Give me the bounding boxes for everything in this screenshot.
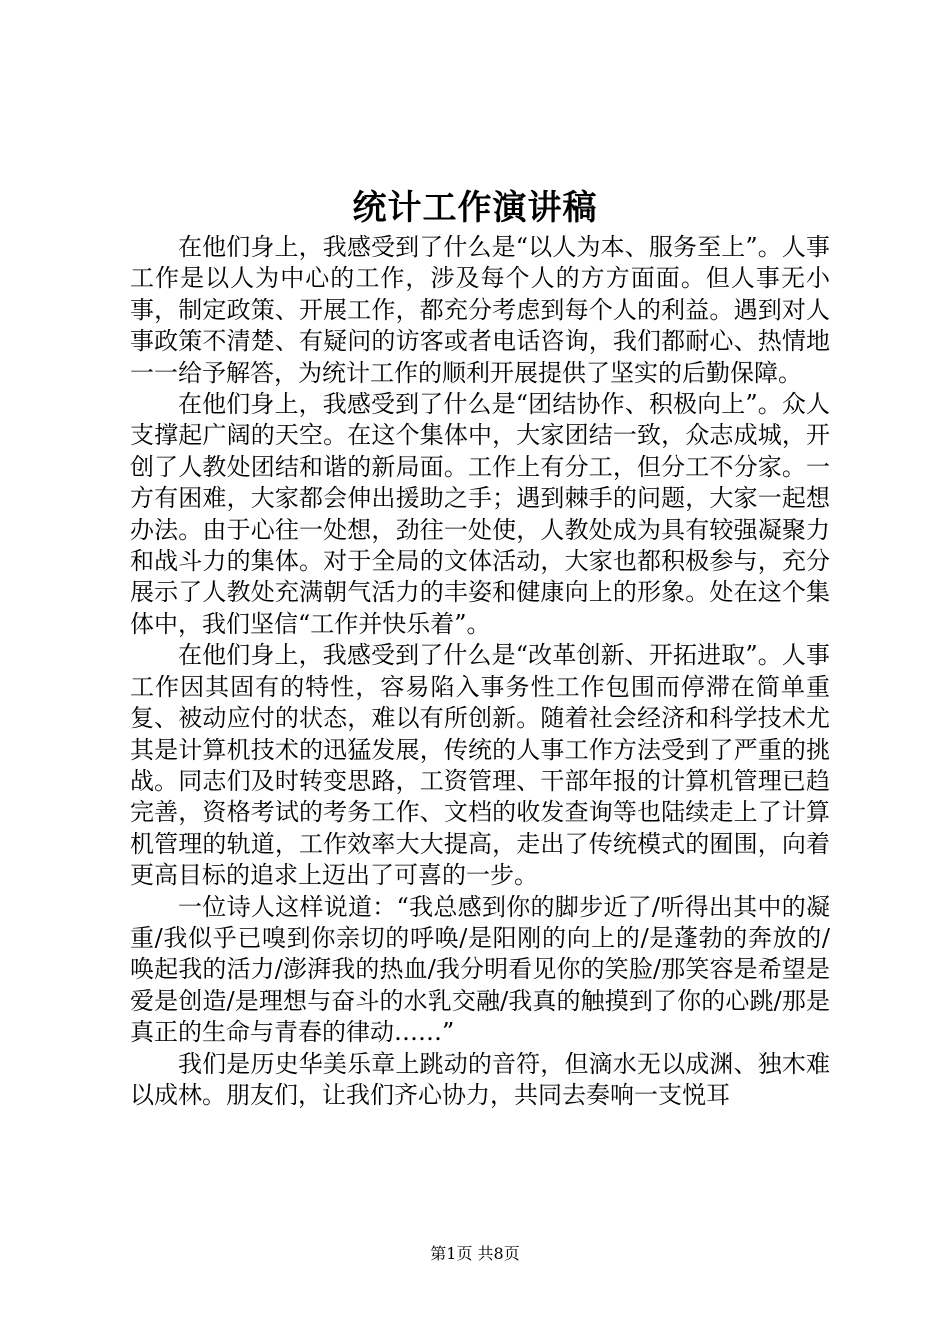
page-number-footer: 第1页 共8页 bbox=[430, 1244, 520, 1263]
paragraph-3: 在他们身上，我感受到了什么是“改革创新、开拓进取”。人事工作因其固有的特性，容易陷入事务性工作包围而停滞在简单重复、被动应付的状态，难以有所创新。随着社会经济和科学技术尤其是计算机技术的迅猛发展，传统的人事工作方法受到了严重的挑战。同志们及时转变思路，工资管理、干部年报的计算机管理已趋完善，资格考试的考务工作、文档的收发查询等也陆续走上了计算机管理的轨道，工作效率大大提高，走出了传统模式的囿围，向着更高目标的追求上迈出了可喜的一步。 bbox=[130, 641, 830, 890]
paragraph-2: 在他们身上，我感受到了什么是“团结协作、积极向上”。众人支撑起广阔的天空。在这个集体中，大家团结一致，众志成城，开创了人教处团结和谐的新局面。工作上有分工，但分工不分家。一方有困难，大家都会伸出援助之手；遇到棘手的问题，大家一起想办法。由于心往一处想，劲往一处使，人教处成为具有较强凝聚力和战斗力的集体。对于全局的文体活动，大家也都积极参与，充分展示了人教处充满朝气活力的丰姿和健康向上的形象。处在这个集体中，我们坚信“工作并快乐着”。 bbox=[130, 390, 830, 638]
document-title: 统计工作演讲稿 bbox=[352, 188, 598, 228]
paragraph-1: 在他们身上，我感受到了什么是“以人为本、服务至上”。人事工作是以人为中心的工作，涉及每个人的方方面面。但人事无小事，制定政策、开展工作，都充分考虑到每个人的利益。遇到对人事政策不清楚、有疑问的访客或者电话咨询，我们都耐心、热情地一一给予解答，为统计工作的顺利开展提供了坚实的后勤保障。 bbox=[130, 233, 830, 387]
paragraph-4: 一位诗人这样说道：“我总感到你的脚步近了/听得出其中的凝重/我似乎已嗅到你亲切的呼唤/是阳刚的向上的/是蓬勃的奔放的/唤起我的活力/澎湃我的热血/我分明看见你的笑脸/那笑容是希望是爱是创造/是理想与奋斗的水乳交融/我真的触摸到了你的心跳/那是真正的生命与青春的律动……” bbox=[130, 892, 830, 1047]
paragraph-5: 我们是历史华美乐章上跳动的音符，但滴水无以成渊、独木难以成林。朋友们，让我们齐心协力，共同去奏响一支悦耳 bbox=[130, 1049, 830, 1109]
document-body bbox=[130, 232, 830, 1111]
